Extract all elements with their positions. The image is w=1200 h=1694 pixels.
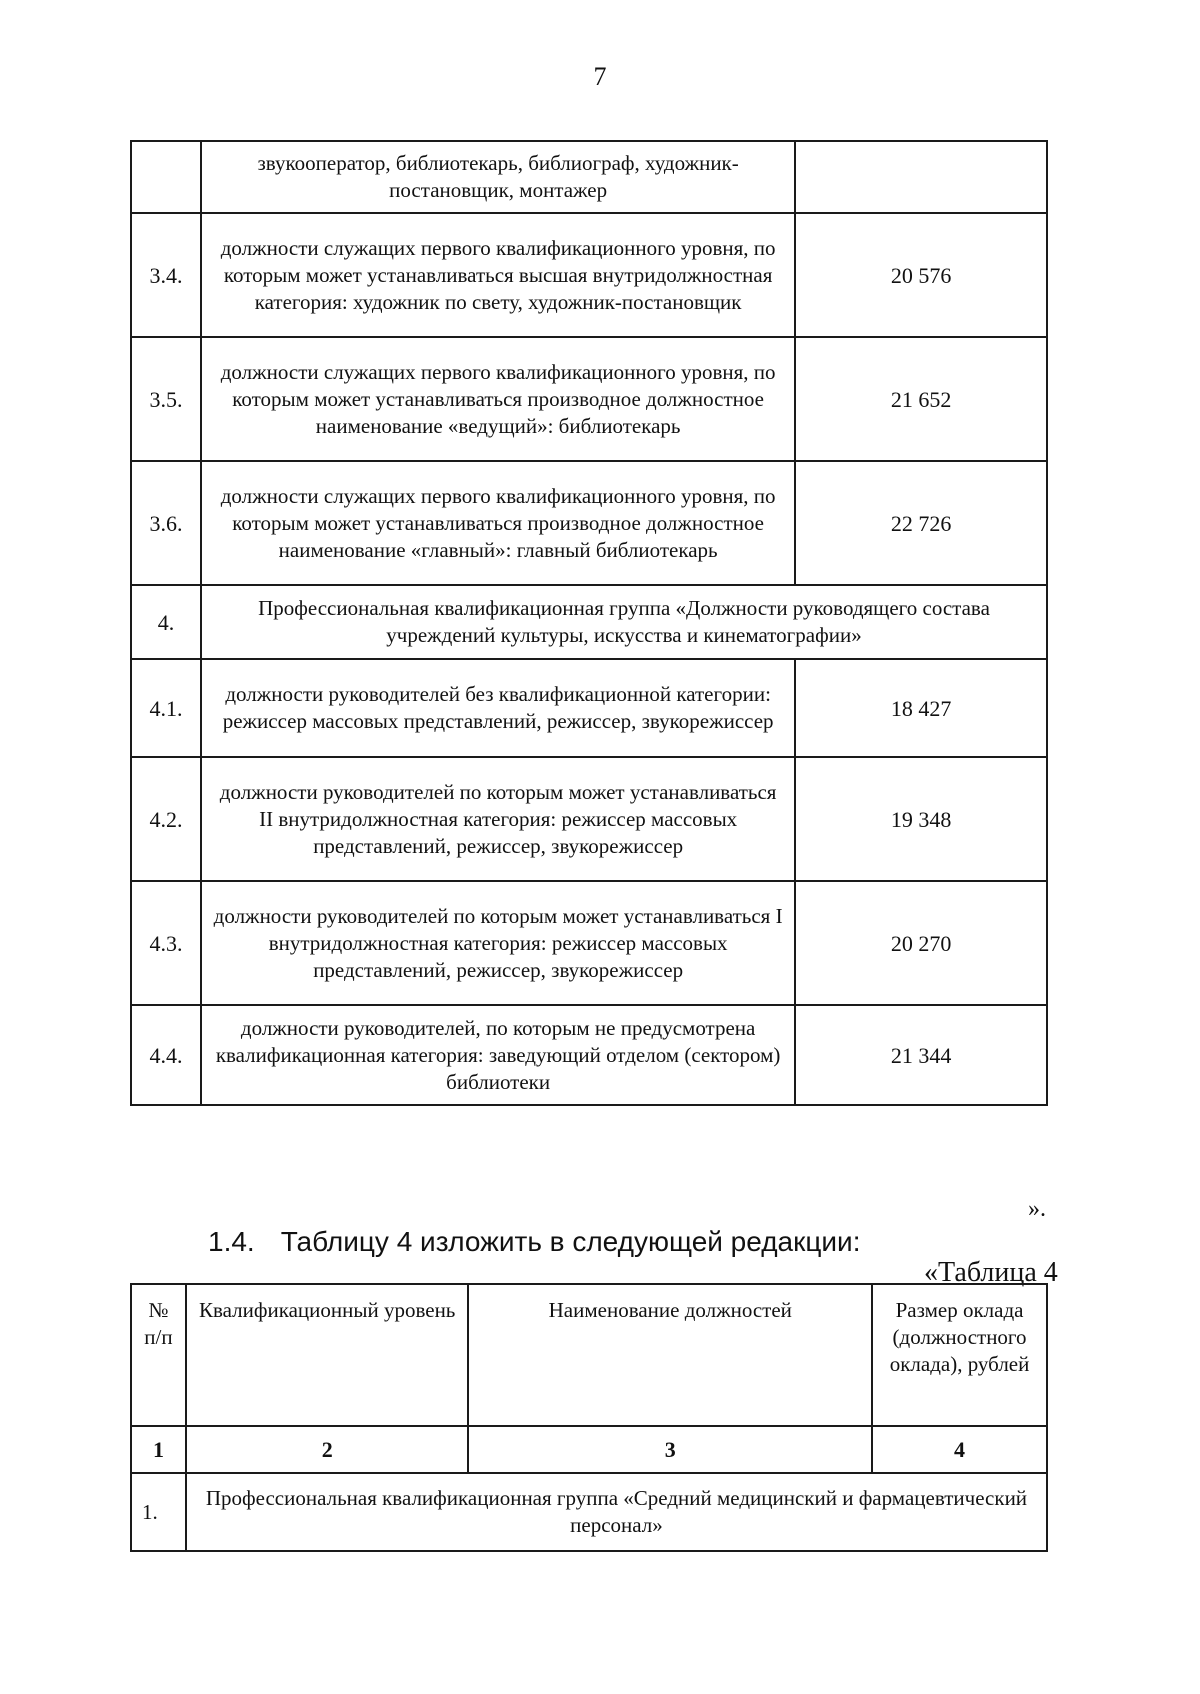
row-number (131, 141, 201, 213)
salary-table-4 (130, 1283, 1048, 1552)
amendment-instruction (208, 1226, 860, 1258)
table-row (131, 881, 1047, 1005)
column-index: 3 (468, 1426, 872, 1473)
header-qualification-level: Квалификационный уровень (186, 1284, 469, 1426)
position-description: должности руководителей без квалификационной категории: режиссер массовых представлений, режиссер, звукорежиссер (201, 659, 795, 757)
group-title: Профессиональная квалификационная группа «Средний медицинский и фармацевтический персонал» (186, 1473, 1047, 1551)
salary-value: 19 348 (795, 757, 1047, 881)
salary-table-3 (130, 140, 1048, 1106)
table-row (131, 213, 1047, 337)
table-row-group-header (131, 1473, 1047, 1551)
salary-value: 20 270 (795, 881, 1047, 1005)
position-description: звукооператор, библиотекарь, библиограф, художник-постановщик, монтажер (201, 141, 795, 213)
position-description: должности руководителей, по которым не предусмотрена квалификационная категория: заведующий отделом (сектором) библиотеки (201, 1005, 795, 1105)
row-number: 4.1. (131, 659, 201, 757)
position-description: должности руководителей по которым может устанавливаться I внутридолжностная категория: режиссер массовых представлений, режиссер, звукорежиссер (201, 881, 795, 1005)
table-row (131, 757, 1047, 881)
closing-quote: ». (1028, 1196, 1046, 1222)
salary-value: 21 344 (795, 1005, 1047, 1105)
table-row (131, 337, 1047, 461)
header-position-names: Наименование должностей (468, 1284, 872, 1426)
instruction-text: Таблицу 4 изложить в следующей редакции: (280, 1226, 861, 1257)
page-number: 7 (593, 62, 607, 91)
position-description: должности руководителей по которым может устанавливаться II внутридолжностная категория: режиссер массовых представлений, режиссер, звукорежиссер (201, 757, 795, 881)
table-row (131, 141, 1047, 213)
header-number: № п/п (131, 1284, 186, 1426)
position-description: должности служащих первого квалификационного уровня, по которым может устанавливаться производное должностное наименование «ведущий»: библиотекарь (201, 337, 795, 461)
row-number: 4.4. (131, 1005, 201, 1105)
salary-value (795, 141, 1047, 213)
salary-value: 20 576 (795, 213, 1047, 337)
salary-value: 22 726 (795, 461, 1047, 585)
column-index: 2 (186, 1426, 469, 1473)
row-number: 3.5. (131, 337, 201, 461)
row-number: 4.3. (131, 881, 201, 1005)
column-index: 4 (872, 1426, 1047, 1473)
row-number: 4. (131, 585, 201, 659)
row-number: 3.4. (131, 213, 201, 337)
salary-value: 21 652 (795, 337, 1047, 461)
table-header-row (131, 1284, 1047, 1426)
instruction-number: 1.4. (208, 1226, 255, 1257)
table-label: «Таблица 4 (924, 1257, 1058, 1288)
group-title: Профессиональная квалификационная группа «Должности руководящего состава учреждений культуры, искусства и кинематографии» (201, 585, 1047, 659)
table-row (131, 461, 1047, 585)
table-index-row (131, 1426, 1047, 1473)
row-number: 1. (131, 1473, 186, 1551)
table-row (131, 1005, 1047, 1105)
position-description: должности служащих первого квалификационного уровня, по которым может устанавливаться производное должностное наименование «главный»: главный библиотекарь (201, 461, 795, 585)
table-row-group-header (131, 585, 1047, 659)
table-row (131, 659, 1047, 757)
row-number: 3.6. (131, 461, 201, 585)
column-index: 1 (131, 1426, 186, 1473)
header-salary-size: Размер оклада (должностного оклада), рублей (872, 1284, 1047, 1426)
salary-value: 18 427 (795, 659, 1047, 757)
position-description: должности служащих первого квалификационного уровня, по которым может устанавливаться высшая внутридолжностная категория: художник по свету, художник-постановщик (201, 213, 795, 337)
row-number: 4.2. (131, 757, 201, 881)
